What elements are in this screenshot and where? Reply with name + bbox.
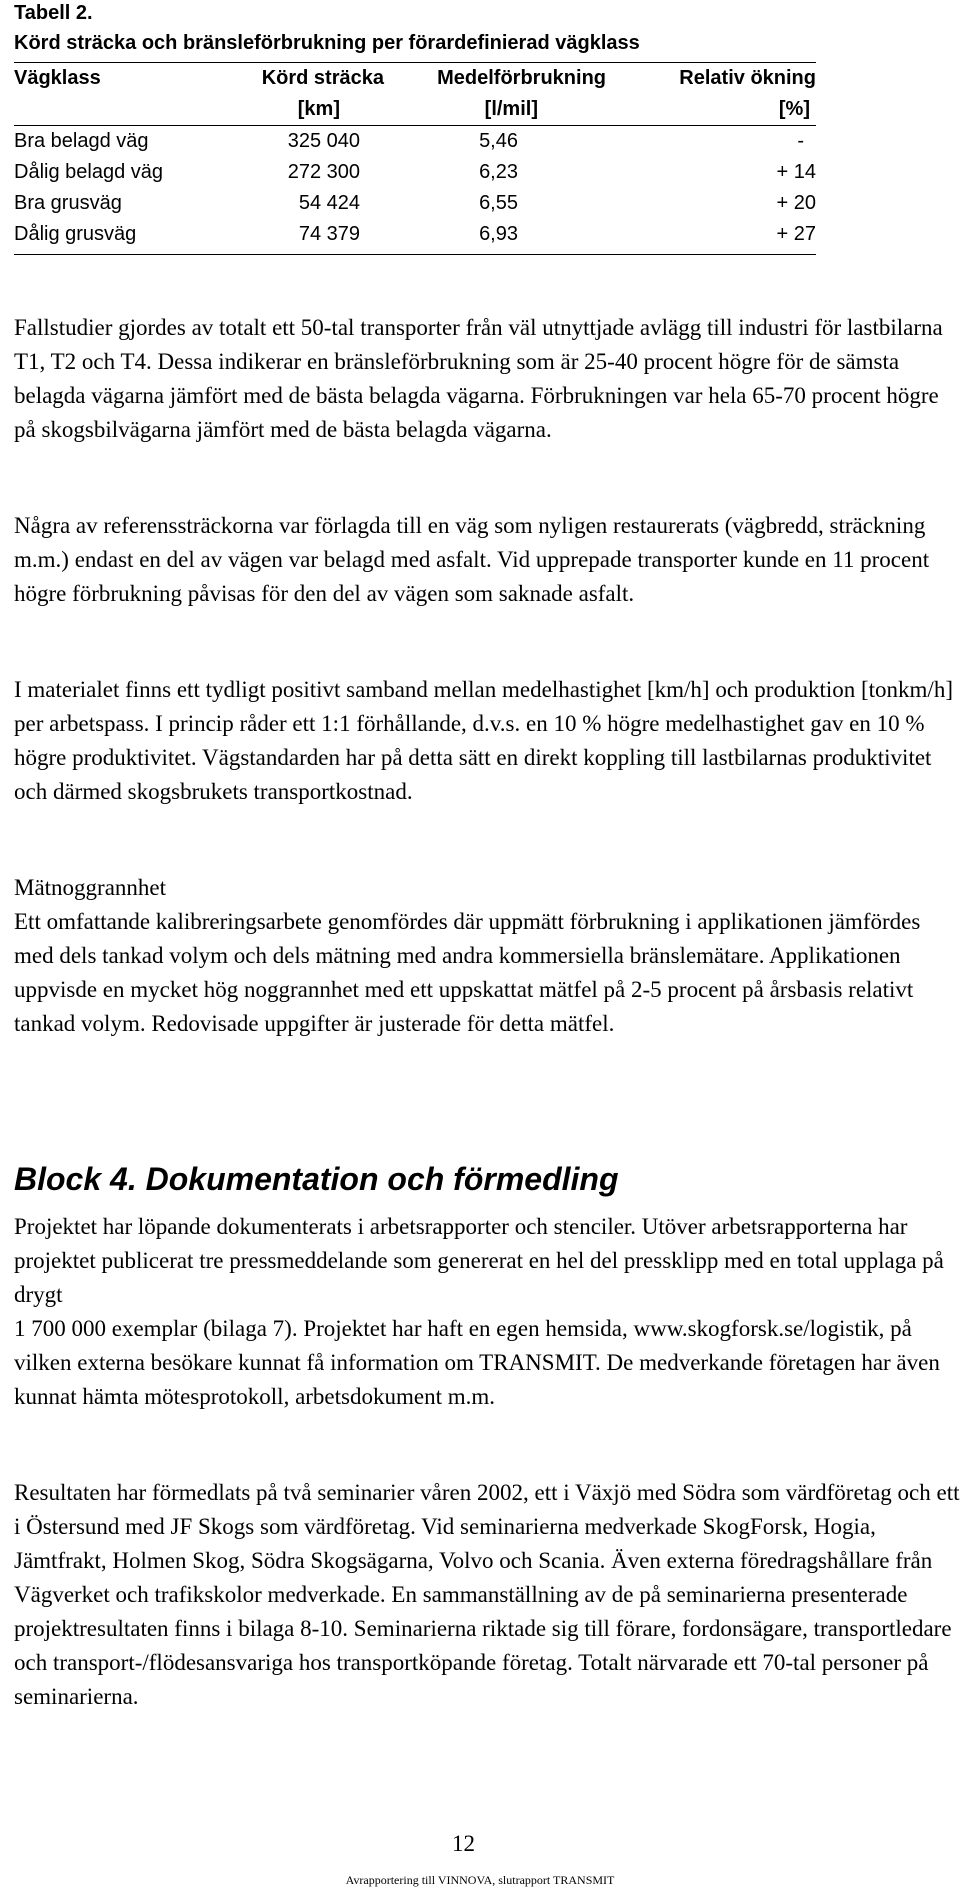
paragraph-measurement-accuracy: Ett omfattande kalibreringsarbete genomfördes där uppmätt förbrukning i applikationen jämfördes med dels tankad volym och dels mätning med andra kommersiella bränslemätare. Applikationen uppvisde en mycket hög noggrannhet med ett uppskattat mätfel på 2-5 procent på årsbasis relativt tankad volym. Redovisade uppgifter är justerade för detta mätfel. xyxy=(14,909,921,1036)
cell-road-class: Bra belagd väg xyxy=(14,130,149,152)
cell-consumption: 6,93 xyxy=(384,219,606,255)
table-row xyxy=(14,188,816,219)
header-relative-increase-unit: [%] xyxy=(606,94,816,126)
paragraph-reference-sections: Några av referenssträckorna var förlagda till en väg som nyligen restaurerats (vägbredd, sträckning m.m.) endast en del av vägen var belagd med asfalt. Vid upprepade transporter kunde en 11 procent högre förbrukning påvisas för den del av vägen som saknade asfalt. xyxy=(14,513,930,606)
table-header-units-row xyxy=(14,94,816,126)
table-caption: Tabell 2. xyxy=(14,2,93,24)
paragraph-seminars: Resultaten har förmedlats på två seminarier våren 2002, ett i Växjö med Södra som värdföretag och ett i Östersund med JF Skogs som värdföretag. Vid seminarierna medverkade SkogForsk, Hogia, Jämtfrakt, Holmen Skog, Södra Skogsägarna, Volvo och Scania. Även externa föredragshållare från Vägverket och trafikskolor medverkade. En sammanställning av de på seminarierna presenterade projektresultaten finns i bilaga 8-10. Seminarierna riktade sig till förare, fordonsägare, transportledare och transport-/flödesansvariga hos transportköpande företag. Totalt närvarade ett 70-tal personer på seminarierna. xyxy=(14,1480,960,1709)
header-distance: Körd sträcka xyxy=(200,63,384,95)
cell-distance: 272 300 xyxy=(287,161,360,183)
documentation-text-part1: Projektet har löpande dokumenterats i arbetsrapporter och stenciler. Utöver arbetsrapporterna har projektet publicerat tre pressmeddelande som genererat en hel del pressklipp med en total upplaga på drygt xyxy=(14,1214,944,1307)
cell-road-class: Dålig grusväg xyxy=(14,219,200,255)
header-road-class: Vägklass xyxy=(14,63,200,95)
cell-distance: 54 424 xyxy=(298,192,360,214)
cell-relative-increase: + 27 xyxy=(606,219,816,255)
table-row xyxy=(14,219,816,255)
page-number: 12 xyxy=(452,1831,475,1856)
paragraph-speed-productivity: I materialet finns ett tydligt positivt samband mellan medelhastighet [km/h] och produktion [tonkm/h] per arbetspass. I princip råder ett 1:1 förhållande, d.v.s. en 10 % högre medelhastighet gav en 10 % högre produktivitet. Vägstandarden har på detta sätt en direkt koppling till lastbilarnas produktivitet och därmed skogsbrukets transportkostnad. xyxy=(14,677,953,804)
cell-consumption: 6,55 xyxy=(479,192,518,214)
page-footer: Avrapportering till VINNOVA, slutrapport TRANSMIT xyxy=(345,1873,615,1887)
fuel-consumption-table xyxy=(14,62,816,255)
header-consumption-unit: [l/mil] xyxy=(384,94,606,126)
cell-relative-increase: - xyxy=(797,130,804,152)
header-consumption: Medelförbrukning xyxy=(384,63,606,95)
paragraph-case-studies: Fallstudier gjordes av totalt ett 50-tal transporter från väl utnyttjade avlägg till industri för lastbilarna T1, T2 och T4. Dessa indikerar en bränsleförbrukning som är 25-40 procent högre för de sämsta belagda vägarna jämfört med de bästa belagda vägarna. Förbrukningen var hela 65-70 procent högre på skogsbilvägarna jämfört med de bästa belagda vägarna. xyxy=(14,315,943,442)
paragraph-measurement-heading: Mätnoggrannhet xyxy=(14,875,167,900)
table-title: Körd sträcka och bränsleförbrukning per förardefinierad vägklass xyxy=(14,32,640,54)
paragraph-documentation xyxy=(14,1210,960,1414)
cell-road-class: Dålig belagd väg xyxy=(14,161,163,183)
cell-distance: 325 040 xyxy=(287,130,360,152)
block-4-heading: Block 4. Dokumentation och förmedling xyxy=(14,1161,619,1197)
header-relative-increase: Relativ ökning xyxy=(606,63,816,95)
documentation-text-part2: 1 700 000 exemplar (bilaga 7). Projektet har haft en egen hemsida, www.skogforsk.se/logistik, på vilken externa besökare kunnat få information om TRANSMIT. De medverkande företagen har även kunnat hämta mötesprotokoll, arbetsdokument m.m. xyxy=(14,1316,940,1409)
cell-consumption: 6,23 xyxy=(479,161,518,183)
cell-distance: 74 379 xyxy=(200,219,384,255)
cell-relative-increase: + 20 xyxy=(776,192,816,214)
cell-relative-increase: + 14 xyxy=(776,161,816,183)
cell-consumption: 5,46 xyxy=(479,130,518,152)
table-row xyxy=(14,157,816,188)
header-distance-unit: [km] xyxy=(200,94,384,126)
cell-road-class: Bra grusväg xyxy=(14,192,122,214)
table-header-row xyxy=(14,63,816,95)
table-row xyxy=(14,126,816,158)
